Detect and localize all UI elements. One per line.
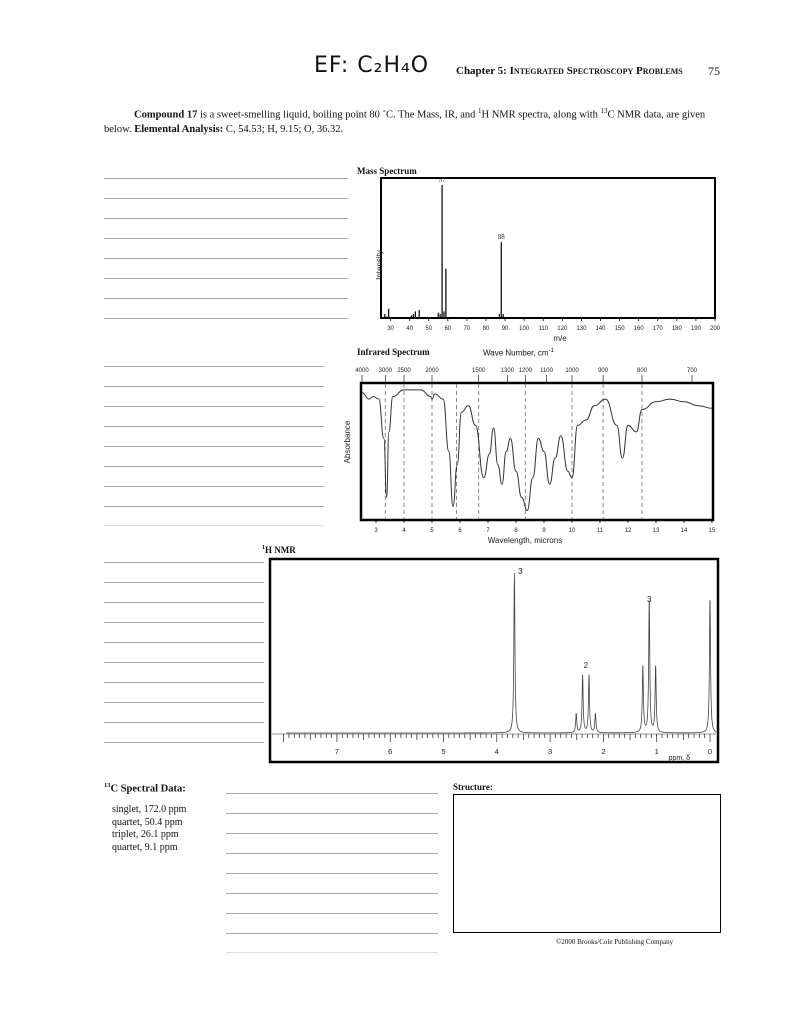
handwritten-ef-label: EF: — [314, 53, 350, 78]
ir-x-tick-label: 6 — [458, 528, 462, 534]
nmr-integration-label: 3 — [518, 567, 523, 576]
elemental-analysis-label: Elemental Analysis: — [134, 123, 224, 135]
answer-line — [104, 622, 264, 623]
ms-x-tick-label: 110 — [538, 326, 549, 332]
handwritten-formula — [314, 53, 429, 78]
ms-x-tick-label: 150 — [614, 326, 625, 332]
nmr-x-tick-label: 2 — [601, 747, 606, 756]
ir-x-label: Wavelength, microns — [487, 536, 563, 545]
structure-box[interactable] — [453, 794, 721, 933]
ir-top-tick-label: 4000 — [355, 368, 369, 374]
ms-x-tick-label: 50 — [425, 326, 433, 332]
ir-top-tick-label: 1200 — [518, 368, 533, 374]
ir-top-tick-label: 2000 — [425, 368, 439, 374]
ms-x-tick-label: 120 — [557, 326, 568, 332]
answer-line — [104, 486, 324, 487]
answer-line — [104, 238, 348, 239]
answer-line — [226, 813, 438, 814]
answer-line — [104, 642, 264, 643]
h-nmr-chart — [268, 557, 722, 767]
ir-top-tick-label: 1500 — [471, 368, 486, 374]
answer-line — [104, 198, 348, 199]
ir-absorbance-curve — [362, 390, 712, 511]
ms-frame — [381, 178, 715, 318]
ir-x-tick-label: 5 — [430, 528, 434, 534]
intro-sup-13: 13 — [600, 107, 608, 115]
ms-x-label: m/e — [553, 334, 567, 343]
c13-title-sup: 13 — [104, 782, 111, 789]
c13-peak: triplet, 26.1 ppm — [112, 829, 179, 840]
page-number: 75 — [708, 64, 720, 78]
answer-line — [226, 873, 438, 874]
answer-line — [226, 853, 438, 854]
ms-x-tick-label: 140 — [595, 326, 606, 332]
ir-top-axis-sup: -1 — [548, 348, 554, 354]
ir-x-tick-label: 11 — [596, 528, 604, 534]
ms-x-tick-label: 180 — [671, 326, 682, 332]
chapter-title: Integrated Spectroscopy Problems — [509, 65, 683, 77]
answer-line — [104, 742, 264, 743]
nmr-x-tick-label: 7 — [334, 747, 339, 756]
ir-top-tick-label: 3000 — [378, 368, 393, 374]
chapter-header — [456, 65, 683, 77]
infrared-spectrum-chart — [340, 360, 725, 550]
ir-x-tick-label: 12 — [624, 528, 632, 534]
ms-x-tick-label: 160 — [633, 326, 644, 332]
ms-x-tick-label: 30 — [387, 326, 394, 332]
ms-x-tick-label: 170 — [652, 326, 663, 332]
answer-line — [104, 446, 324, 447]
ms-x-tick-label: 60 — [444, 326, 452, 332]
ms-peak-label: 88 — [497, 233, 505, 242]
ms-x-tick-label: 90 — [501, 326, 509, 332]
answer-line — [104, 406, 324, 407]
answer-line — [104, 682, 264, 683]
ir-top-axis-label — [483, 348, 554, 358]
ir-title: Infrared Spectrum — [357, 347, 430, 357]
answer-line — [104, 366, 324, 367]
ir-x-tick-label: 10 — [568, 528, 576, 534]
answer-line — [226, 913, 438, 914]
ir-top-tick-label: 1300 — [500, 368, 515, 374]
ir-top-tick-label: 700 — [686, 368, 698, 374]
answer-line — [226, 833, 438, 834]
ir-x-tick-label: 7 — [486, 528, 490, 534]
answer-line — [104, 178, 348, 179]
ir-x-tick-label: 8 — [514, 528, 518, 534]
intro-text-3: C NMR data, are given below. — [104, 109, 706, 135]
answer-line — [104, 722, 264, 723]
answer-line — [104, 218, 348, 219]
c13-peak-list — [112, 804, 186, 854]
ir-x-tick-label: 13 — [652, 528, 660, 534]
ir-x-tick-label: 14 — [680, 528, 688, 534]
handwritten-molecular-formula: C₂H₄O — [357, 53, 430, 78]
ir-x-tick-label: 3 — [374, 528, 378, 534]
nmr-integration-label: 2 — [583, 661, 589, 670]
ms-title: Mass Spectrum — [357, 166, 417, 176]
ms-peak-label: 57 — [438, 176, 446, 184]
nmr-title-text: H NMR — [265, 545, 296, 555]
answer-line — [104, 562, 264, 563]
nmr-x-tick-label: 5 — [441, 747, 446, 756]
nmr-title-sup: 1 — [262, 545, 265, 551]
nmr-integration-label: 3 — [647, 595, 652, 604]
ir-top-tick-label: 1000 — [565, 368, 579, 374]
ir-top-tick-label: 800 — [636, 368, 648, 374]
answer-line — [226, 893, 438, 894]
answer-line — [104, 662, 264, 663]
nmr-x-tick-label: 3 — [548, 747, 553, 756]
ir-top-tick-label: 1100 — [540, 368, 553, 374]
nmr-spectrum-curve — [286, 573, 716, 733]
nmr-x-tick-label: 1 — [654, 747, 659, 756]
answer-line — [226, 952, 438, 953]
c13-peak: quartet, 9.1 ppm — [112, 841, 178, 853]
c13-peak: singlet, 172.0 ppm — [112, 804, 187, 815]
compound-name: Compound 17 — [134, 109, 198, 121]
nmr-x-tick-label: 0 — [707, 747, 713, 756]
ms-y-label: Intensity — [375, 250, 384, 280]
ir-x-tick-label: 4 — [402, 528, 406, 534]
ms-x-tick-label: 200 — [709, 326, 721, 332]
intro-paragraph — [104, 104, 724, 137]
ir-frame — [361, 383, 713, 520]
nmr-frame — [270, 559, 718, 762]
ir-top-axis-text: Wave Number, cm — [483, 348, 549, 358]
answer-line — [104, 602, 264, 603]
nmr-x-tick-label: 4 — [494, 747, 499, 756]
answer-line — [104, 426, 324, 427]
answer-line — [104, 702, 264, 703]
nmr-title — [262, 545, 296, 555]
ms-x-tick-label: 130 — [576, 326, 587, 332]
nmr-x-label: ppm, δ — [668, 755, 690, 762]
ms-x-tick-label: 190 — [690, 326, 701, 332]
elemental-analysis-values: C, 54.53; H, 9.15; O, 36.32. — [223, 123, 344, 135]
answer-line — [104, 466, 324, 467]
ir-x-tick-label: 9 — [542, 528, 546, 534]
copyright-footer: ©2000 Brooks/Cole Publishing Company — [556, 938, 674, 946]
ir-y-label: Absorbance — [343, 420, 352, 464]
c13-title-text: C Spectral Data: — [110, 783, 186, 795]
answer-line — [226, 933, 438, 934]
c13-title — [104, 782, 186, 795]
intro-text-2: H NMR spectra, along with — [481, 109, 601, 121]
answer-line — [104, 506, 324, 507]
ms-x-tick-label: 100 — [519, 326, 530, 332]
ir-top-tick-label: 2500 — [397, 368, 411, 374]
answer-line — [104, 278, 348, 279]
answer-line — [104, 318, 348, 319]
ms-x-tick-label: 40 — [406, 326, 413, 332]
ir-top-tick-label: 900 — [598, 368, 609, 374]
chapter-label: Chapter 5: — [456, 65, 507, 77]
answer-line — [104, 582, 264, 583]
answer-line — [104, 298, 348, 299]
answer-line — [104, 258, 348, 259]
c13-peak: quartet, 50.4 ppm — [112, 816, 183, 828]
ir-x-tick-label: 15 — [708, 528, 716, 534]
intro-text-1: is a sweet-smelling liquid, boiling point 80 ˚C. The Mass, IR, and — [197, 109, 478, 121]
structure-label: Structure: — [453, 782, 493, 792]
ms-x-tick-label: 80 — [482, 326, 490, 332]
nmr-x-tick-label: 6 — [388, 747, 393, 756]
answer-line — [104, 386, 324, 387]
answer-line — [104, 525, 324, 526]
mass-spectrum-chart — [355, 175, 725, 350]
intro-sup-1: 1 — [478, 107, 482, 115]
ms-x-tick-label: 70 — [463, 326, 471, 332]
answer-line — [226, 793, 438, 794]
